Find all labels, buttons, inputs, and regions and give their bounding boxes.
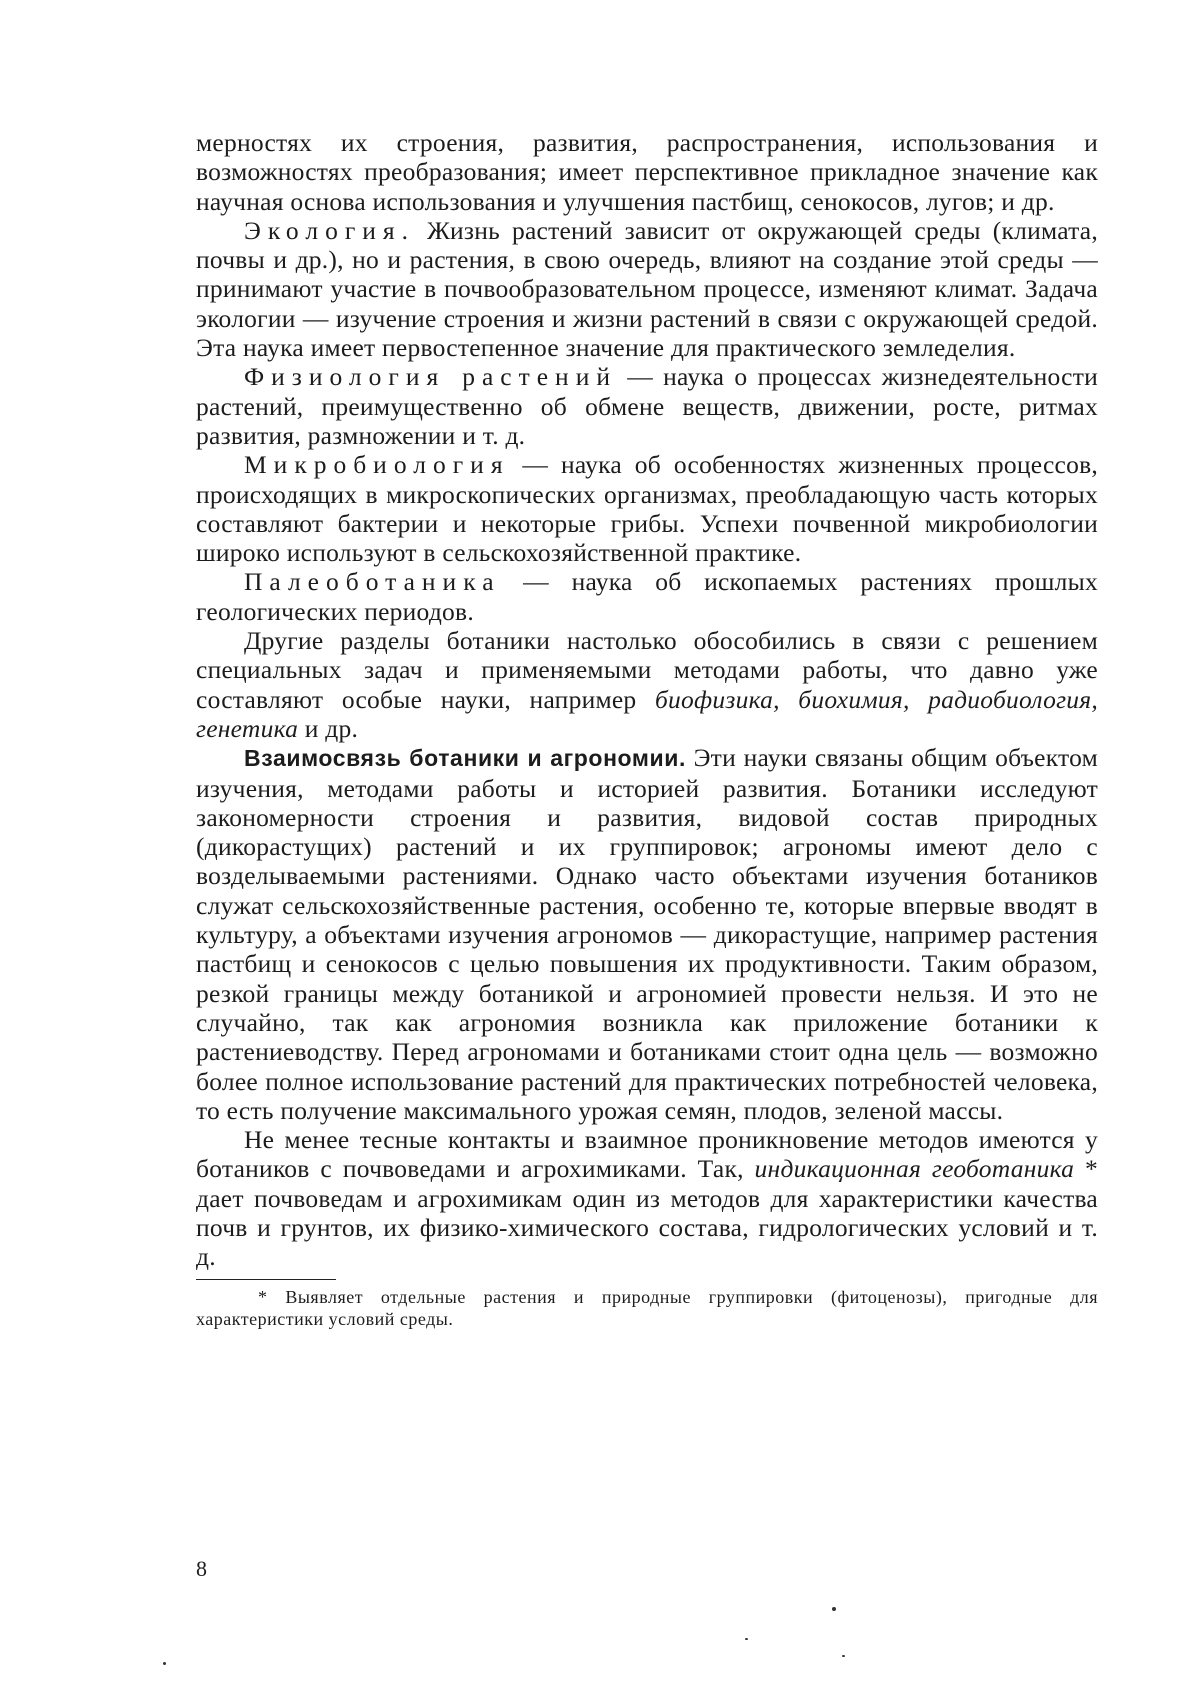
section-heading: Взаимосвязь ботаники и агрономии. [244, 745, 686, 772]
soil-science-tail: * дает почвоведам и агрохимикам один из методов для характеристики качества почв и грунтов, их физико-химического состава, гидрологических условий и т. д. [196, 1154, 1098, 1272]
paragraph-ecology [196, 216, 1098, 362]
paragraph-other-sections [196, 626, 1098, 743]
paleobotany-text: — наука об ископаемых растениях прошлых геологических периодов. [196, 567, 1098, 626]
footnote: * Выявляет отдельные растения и природные группировки (фитоценозы), пригодные для характеристики условий среды. [196, 1286, 1098, 1329]
term-microbiology: Микробиология [244, 450, 510, 480]
indication-geobotany: индикационная геоботаника [754, 1154, 1075, 1184]
scan-speck [163, 1662, 166, 1665]
term-paleobotany: Палеоботаника [244, 567, 501, 597]
scan-speck [832, 1607, 836, 1611]
page-number: 8 [196, 1556, 207, 1581]
paragraph-botany-agronomy [196, 743, 1098, 1125]
scan-speck [842, 1655, 845, 1657]
paragraph-soil-science [196, 1125, 1098, 1271]
page-body [196, 128, 1098, 1330]
other-sciences-list: биофизика, биохимия, радиобиология, генетика [196, 684, 1098, 743]
paragraph-paleobotany [196, 567, 1098, 626]
physiology-text: — наука о процессах жизнедеятельности растений, преимущественно об обмене веществ, движении, росте, ритмах развития, размножении и т. д. [196, 362, 1098, 450]
other-sections-tail: и др. [298, 713, 359, 743]
paragraph-continuation: мерностях их строения, развития, распространения, использования и возможностях преобразования; имеет перспективное прикладное значение как научная основа использования и улучшения пастбищ, сенокосов, лугов; и др. [196, 128, 1098, 216]
footnote-divider [196, 1279, 336, 1280]
term-ecology: Экология. [244, 215, 416, 245]
microbiology-text: — наука об особенностях жизненных процессов, происходящих в микроскопических организмах, преобладающую часть которых составляют бактерии и некоторые грибы. Успехи почвенной микробиологии широко используют в сельскохозяйственной практике. [196, 450, 1098, 568]
soil-science-text: Не менее тесные контакты и взаимное проникновение методов имеются у ботаников с почвоведами и агрохимиками. Так, [196, 1125, 1098, 1184]
ecology-text: Жизнь растений зависит от окружающей среды (климата, почвы и др.), но и растения, в свою очередь, влияют на создание этой среды — принимают участие в почвообразовательном процессе, изменяют климат. Задача экологии — изучение строения и жизни растений в связи с окружающей средой. Эта наука имеет первостепенное значение для практического земледелия. [196, 215, 1098, 363]
term-physiology: Физиология растений [244, 362, 617, 392]
paragraph-microbiology [196, 450, 1098, 567]
botany-agronomy-text: Эти науки связаны общим объектом изучения, методами работы и историей развития. Ботаники исследуют закономерности строения и развития, видовой состав природных (дикорастущих) растений и их группировок; агрономы имеют дело с возделываемыми растениями. Однако часто объектами изучения ботаников служат сельскохозяйственные растения, особенно те, которые впервые вводят в культуру, а объектами изучения агрономов — дикорастущие, например растения пастбищ и сенокосов с целью повышения их продуктивности. Таким образом, резкой границы между ботаникой и агрономией провести нельзя. И это не случайно, так как агрономия возникла как приложение ботаники к растениеводству. Перед агрономами и ботаниками стоит одна цель — возможно более полное использование растений для практических потребностей человека, то есть получение максимального урожая семян, плодов, зеленой массы. [196, 743, 1098, 1125]
paragraph-physiology [196, 362, 1098, 450]
scan-speck [745, 1638, 748, 1640]
other-sections-text: Другие разделы ботаники настолько обособились в связи с решением специальных задач и применяемыми методами работы, что давно уже составляют особые науки, например [196, 626, 1098, 714]
